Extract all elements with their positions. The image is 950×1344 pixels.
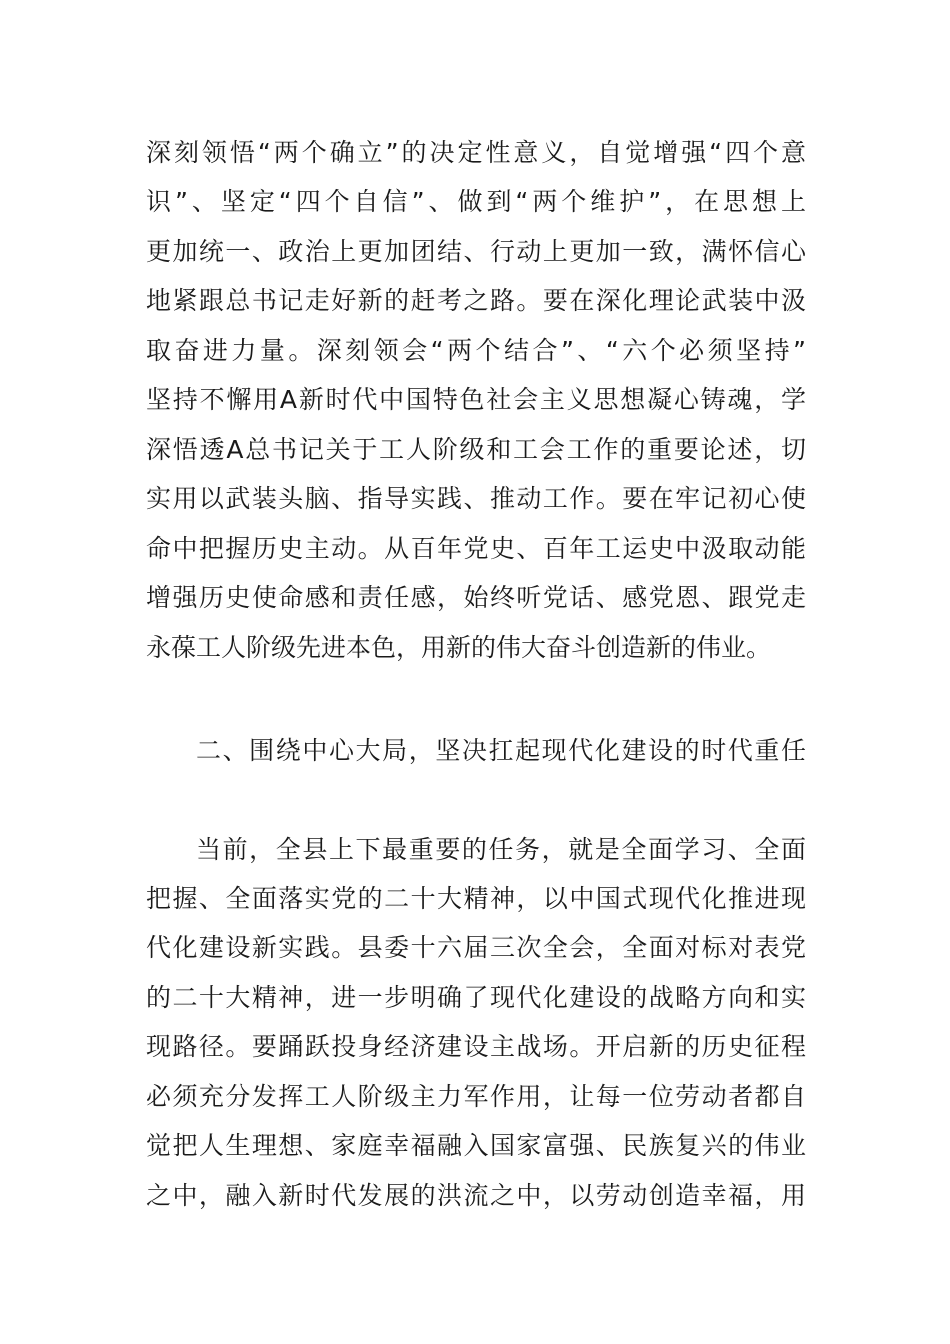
paragraph-line: 更加统一、政治上更加团结、行动上更加一致，满怀信心	[146, 237, 806, 266]
paragraph-line: 实用以武装头脑、指导实践、推动工作。要在牢记初心使	[146, 484, 806, 513]
paragraph-line: 命中把握历史主动。从百年党史、百年工运史中汲取动能	[146, 534, 806, 563]
paragraph-line: 识”、坚定“四个自信”、做到“两个维护”，在思想上	[146, 187, 806, 216]
paragraph-line: 增强历史使命感和责任感，始终听党话、感党恩、跟党走	[146, 583, 806, 612]
paragraph-line: 觉把人生理想、家庭幸福融入国家富强、民族复兴的伟业	[146, 1131, 806, 1160]
paragraph-line: 深刻领悟“两个确立”的决定性意义，自觉增强“四个意	[146, 138, 806, 167]
paragraph-line: 之中，融入新时代发展的洪流之中，以劳动创造幸福，用	[146, 1181, 806, 1210]
paragraph-line: 地紧跟总书记走好新的赶考之路。要在深化理论武装中汲	[146, 286, 806, 315]
paragraph-line: 深悟透A总书记关于工人阶级和工会工作的重要论述，切	[146, 435, 806, 464]
paragraph-line: 坚持不懈用A新时代中国特色社会主义思想凝心铸魂，学	[146, 385, 806, 414]
paragraph-line: 代化建设新实践。县委十六届三次全会，全面对标对表党	[146, 933, 806, 962]
section-heading: 二、围绕中心大局，坚决扛起现代化建设的时代重任	[196, 736, 806, 765]
paragraph-line: 的二十大精神，进一步明确了现代化建设的战略方向和实	[146, 983, 806, 1012]
paragraph-line: 必须充分发挥工人阶级主力军作用，让每一位劳动者都自	[146, 1082, 806, 1111]
paragraph-line: 把握、全面落实党的二十大精神，以中国式现代化推进现	[146, 884, 806, 913]
paragraph-line: 永葆工人阶级先进本色，用新的伟大奋斗创造新的伟业。	[146, 633, 772, 662]
paragraph-line: 现路径。要踊跃投身经济建设主战场。开启新的历史征程	[146, 1032, 806, 1061]
paragraph-line: 取奋进力量。深刻领会“两个结合”、“六个必须坚持”	[146, 336, 806, 365]
paragraph-line: 当前，全县上下最重要的任务，就是全面学习、全面	[196, 835, 806, 864]
